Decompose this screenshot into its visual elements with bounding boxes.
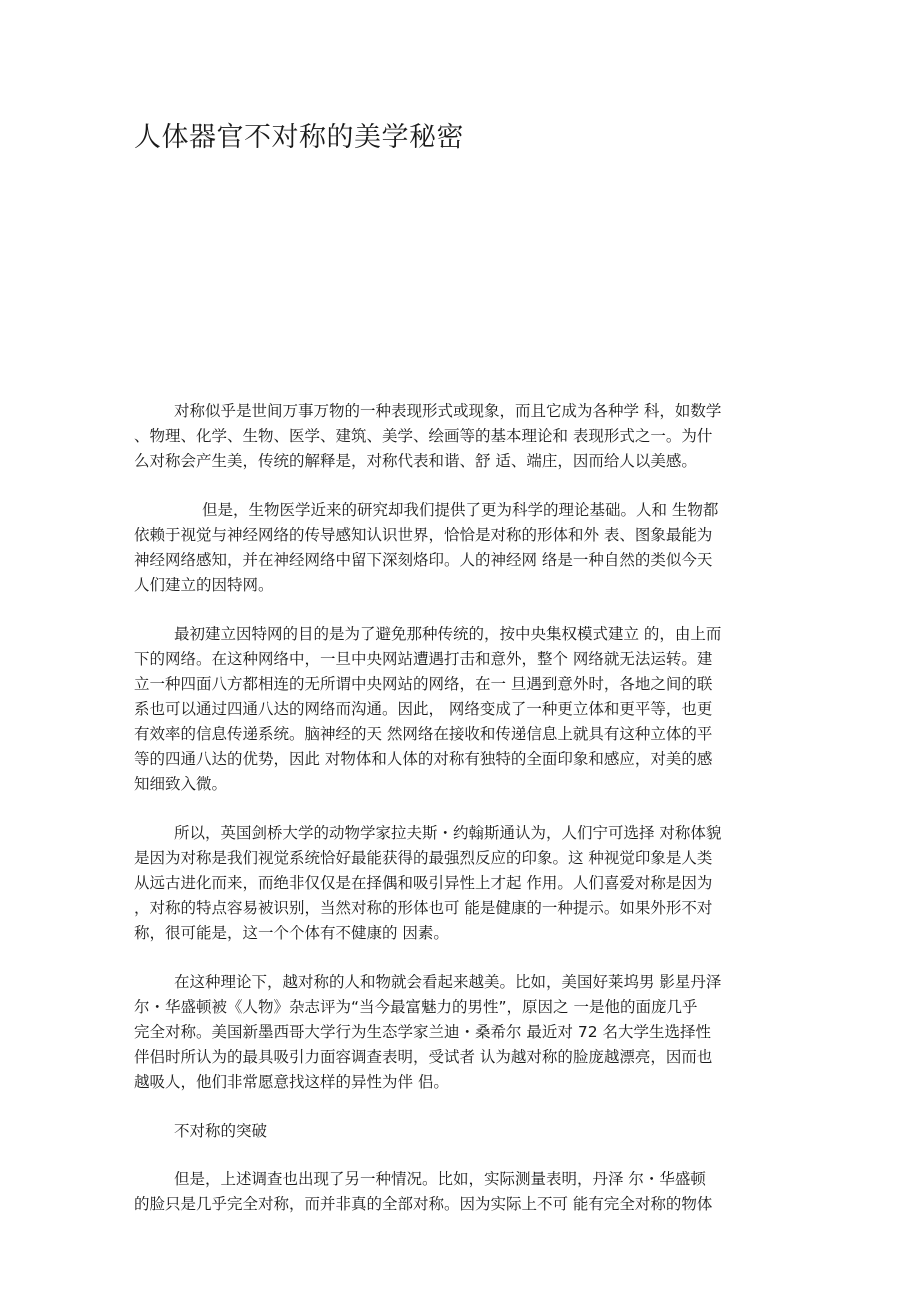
paragraph-attractiveness	[134, 970, 764, 1095]
text-line: 在这种理论下，越对称的人和物就会看起来越美。比如，美国好莱坞男 影星丹泽	[174, 973, 722, 991]
text-line: 完全对称。美国新墨西哥大学行为生态学家兰迪・桑希尔 最近对 72 名大学生选择性	[134, 1023, 712, 1041]
text-line: 系也可以通过四通八达的网络而沟通。因此， 网络变成了一种更立体和更平等，也更	[134, 700, 713, 718]
page-title: 人体器官不对称的美学秘密	[134, 122, 464, 153]
paragraph-cambridge-study	[134, 821, 764, 946]
article-body	[134, 399, 764, 1241]
paragraph-neural-network	[134, 498, 764, 598]
text-line: 立一种四面八方都相连的无所谓中央网站的网络，在一 旦遇到意外时，各地之间的联	[134, 675, 713, 693]
text-line: 对称似乎是世间万事万物的一种表现形式或现象，而且它成为各种学 科，如数学	[174, 402, 722, 420]
text-line: 伴侣时所认为的最具吸引力面容调查表明，受试者 认为越对称的脸庞越漂亮，因而也	[134, 1048, 713, 1066]
text-line: 知细致入微。	[134, 775, 228, 793]
text-line: 但是，生物医学近来的研究却我们提供了更为科学的理论基础。人和 生物都	[202, 501, 719, 519]
text-line: 、物理、化学、生物、医学、建筑、美学、绘画等的基本理论和 表现形式之一。为什	[134, 427, 713, 445]
text-line: 所以，英国剑桥大学的动物学家拉夫斯・约翰斯通认为，人们宁可选择 对称体貌	[174, 824, 722, 842]
text-line: 神经网络感知，并在神经网络中留下深刻烙印。人的神经网 络是一种自然的类似今天	[134, 551, 713, 569]
paragraph-symmetry-intro	[134, 399, 764, 474]
text-line: 有效率的信息传递系统。脑神经的天 然网络在接收和传递信息上就具有这种立体的平	[134, 725, 713, 743]
text-line: 最初建立因特网的目的是为了避免那种传统的，按中央集权模式建立 的，由上而	[174, 625, 722, 643]
text-line: 等的四通八达的优势，因此 对物体和人体的对称有独特的全面印象和感应，对美的感	[134, 750, 713, 768]
text-line: 下的网络。在这种网络中，一旦中央网站遭遇打击和意外，整个 网络就无法运转。建	[134, 650, 713, 668]
text-line: 的脸只是几乎完全对称，而并非真的全部对称。因为实际上不可 能有完全对称的物体	[134, 1195, 713, 1213]
text-line: 依赖于视觉与神经网络的传导感知认识世界，恰恰是对称的形体和外 表、图象最能为	[134, 526, 713, 544]
section-heading: 不对称的突破	[174, 1122, 268, 1140]
text-line: 人们建立的因特网。	[134, 576, 274, 594]
paragraph-internet	[134, 622, 764, 797]
paragraph-asymmetry	[134, 1167, 764, 1217]
text-line: 但是，上述调查也出现了另一种情况。比如，实际测量表明，丹泽 尔・华盛顿	[174, 1170, 706, 1188]
text-line: 么对称会产生美，传统的解释是，对称代表和谐、舒 适、端庄，因而给人以美感。	[134, 452, 697, 470]
text-line: 尔・华盛顿被《人物》杂志评为“当今最富魅力的男性”，原因之 一是他的面庞几乎	[134, 998, 698, 1016]
text-line: 称，很可能是，这一个个体有不健康的 因素。	[134, 924, 449, 942]
text-line: ，对称的特点容易被识别，当然对称的形体也可 能是健康的一种提示。如果外形不对	[134, 899, 713, 917]
text-line: 是因为对称是我们视觉系统恰好最能获得的最强烈反应的印象。这 种视觉印象是人类	[134, 849, 713, 867]
text-line: 越吸人，他们非常愿意找这样的异性为伴 侣。	[134, 1073, 449, 1091]
text-line: 从远古进化而来，而绝非仅仅是在择偶和吸引异性上才起 作用。人们喜爱对称是因为	[134, 874, 713, 892]
